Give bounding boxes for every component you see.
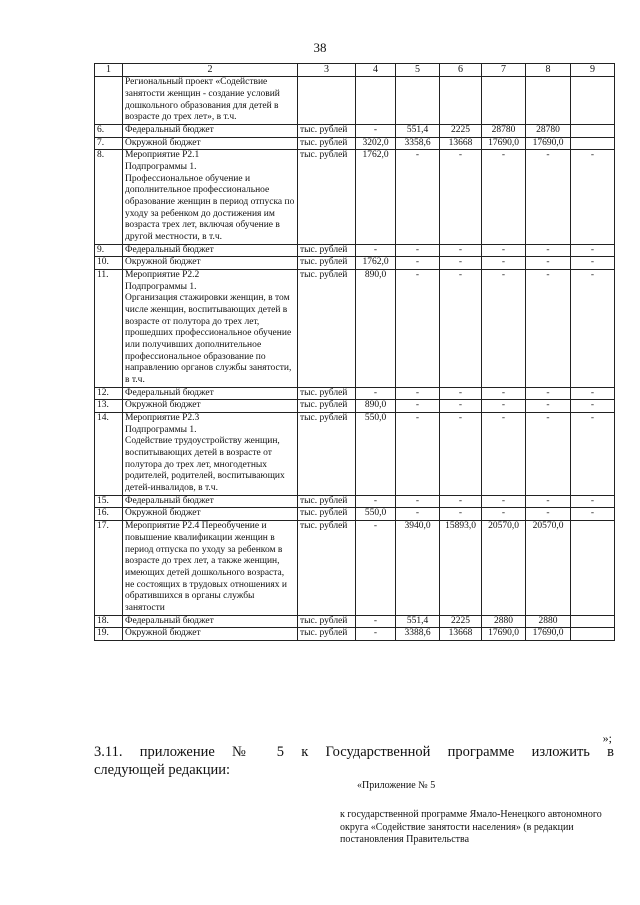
row-value-cell: - (440, 244, 482, 257)
row-value-cell: - (571, 413, 615, 496)
row-unit-cell: тыс. рублей (298, 137, 356, 150)
table-row (95, 257, 615, 270)
row-name-cell: Мероприятие Р2.1 Подпрограммы 1. Профессиональное обучение и дополнительное профессиональное образование женщин в период отпуска по уходу за ребенком до достижения им возраста трех лет, включая обучение в другой местности, в т.ч. (123, 150, 298, 244)
table-row (95, 244, 615, 257)
row-value-cell: 13668 (440, 137, 482, 150)
row-number-cell: 10. (95, 257, 123, 270)
row-name-cell: Окружной бюджет (123, 508, 298, 521)
row-value-cell: - (440, 257, 482, 270)
row-value-cell: - (396, 387, 440, 400)
table-row (95, 413, 615, 496)
table-row (95, 615, 615, 628)
appendix-caption: к государственной программе Ямало-Ненецкого автономного округа «Содействие занятости населения» (в редакции постановления Правительства (340, 809, 602, 845)
row-value-cell: 3358,6 (396, 137, 440, 150)
row-name-cell: Окружной бюджет (123, 257, 298, 270)
table-row (95, 400, 615, 413)
row-number-cell: 9. (95, 244, 123, 257)
column-header: 3 (298, 64, 356, 77)
row-value-cell: 2880 (482, 615, 526, 628)
row-value-cell: - (526, 257, 571, 270)
column-header: 5 (396, 64, 440, 77)
row-value-cell: - (571, 257, 615, 270)
row-number-cell (95, 77, 123, 125)
row-number-cell: 16. (95, 508, 123, 521)
row-value-cell: - (440, 413, 482, 496)
row-value-cell (571, 137, 615, 150)
row-value-cell (526, 77, 571, 125)
row-value-cell (571, 628, 615, 641)
row-value-cell: - (571, 150, 615, 244)
table-row (95, 124, 615, 137)
row-value-cell: - (396, 270, 440, 388)
row-value-cell (440, 77, 482, 125)
row-value-cell: - (571, 400, 615, 413)
row-unit-cell: тыс. рублей (298, 521, 356, 615)
row-value-cell: 17690,0 (526, 137, 571, 150)
row-value-cell: 890,0 (356, 400, 396, 413)
row-value-cell: 20570,0 (482, 521, 526, 615)
row-value-cell: 3202,0 (356, 137, 396, 150)
row-name-cell: Федеральный бюджет (123, 244, 298, 257)
row-unit-cell: тыс. рублей (298, 413, 356, 496)
row-value-cell: - (396, 150, 440, 244)
row-value-cell: - (482, 270, 526, 388)
row-number-cell: 18. (95, 615, 123, 628)
amendment-paragraph-line2: следующей редакции: (94, 762, 231, 778)
row-number-cell: 14. (95, 413, 123, 496)
row-value-cell: - (571, 244, 615, 257)
row-number-cell: 12. (95, 387, 123, 400)
row-name-cell: Федеральный бюджет (123, 387, 298, 400)
row-value-cell: - (440, 270, 482, 388)
row-value-cell: 3388,6 (396, 628, 440, 641)
row-unit-cell: тыс. рублей (298, 387, 356, 400)
row-name-cell: Федеральный бюджет (123, 124, 298, 137)
row-name-cell: Федеральный бюджет (123, 615, 298, 628)
row-value-cell: 2225 (440, 615, 482, 628)
row-value-cell: - (440, 495, 482, 508)
row-number-cell: 6. (95, 124, 123, 137)
row-value-cell: - (396, 257, 440, 270)
row-value-cell: 2880 (526, 615, 571, 628)
row-number-cell: 17. (95, 521, 123, 615)
table-row (95, 628, 615, 641)
row-value-cell: 28780 (482, 124, 526, 137)
row-value-cell: - (482, 495, 526, 508)
row-value-cell: - (356, 521, 396, 615)
row-value-cell: - (526, 270, 571, 388)
row-value-cell: - (356, 615, 396, 628)
row-value-cell: - (482, 400, 526, 413)
row-value-cell (571, 521, 615, 615)
column-header: 7 (482, 64, 526, 77)
table-row (95, 270, 615, 388)
row-value-cell: - (440, 387, 482, 400)
row-value-cell: 551,4 (396, 124, 440, 137)
row-value-cell: - (440, 508, 482, 521)
row-value-cell: - (356, 124, 396, 137)
row-value-cell: - (482, 508, 526, 521)
row-value-cell: 13668 (440, 628, 482, 641)
row-value-cell: - (356, 495, 396, 508)
row-number-cell: 8. (95, 150, 123, 244)
row-value-cell: 890,0 (356, 270, 396, 388)
row-unit-cell: тыс. рублей (298, 150, 356, 244)
row-number-cell: 7. (95, 137, 123, 150)
row-value-cell (571, 124, 615, 137)
row-value-cell: - (526, 495, 571, 508)
row-name-cell: Мероприятие Р2.4 Переобучение и повышение квалификации женщин в период отпуска по уходу за ребенком в возрасте до трех лет, а также женщин, имеющих детей дошкольного возраста, не состоящих в трудовых отношениях и обратившихся в органы службы занятости (123, 521, 298, 615)
row-value-cell: - (526, 244, 571, 257)
row-value-cell: 551,4 (396, 615, 440, 628)
row-value-cell: - (396, 400, 440, 413)
row-unit-cell: тыс. рублей (298, 508, 356, 521)
row-value-cell (356, 77, 396, 125)
row-unit-cell: тыс. рублей (298, 270, 356, 388)
table-end-mark: »; (602, 731, 612, 745)
row-value-cell: - (571, 387, 615, 400)
column-header: 1 (95, 64, 123, 77)
row-value-cell: - (356, 244, 396, 257)
row-value-cell: 550,0 (356, 413, 396, 496)
row-value-cell: - (526, 413, 571, 496)
row-value-cell: 1762,0 (356, 257, 396, 270)
row-name-cell: Окружной бюджет (123, 137, 298, 150)
row-value-cell: - (440, 400, 482, 413)
row-value-cell: 1762,0 (356, 150, 396, 244)
row-value-cell: - (526, 400, 571, 413)
column-header: 9 (571, 64, 615, 77)
row-value-cell: - (526, 387, 571, 400)
row-unit-cell: тыс. рублей (298, 615, 356, 628)
row-unit-cell: тыс. рублей (298, 400, 356, 413)
row-value-cell: 28780 (526, 124, 571, 137)
row-value-cell: - (396, 508, 440, 521)
row-value-cell: - (396, 244, 440, 257)
row-name-cell: Окружной бюджет (123, 400, 298, 413)
row-number-cell: 11. (95, 270, 123, 388)
table-row (95, 137, 615, 150)
row-value-cell: 2225 (440, 124, 482, 137)
row-value-cell: - (396, 495, 440, 508)
row-number-cell: 19. (95, 628, 123, 641)
row-value-cell: - (526, 508, 571, 521)
page-number: 38 (313, 40, 327, 55)
row-value-cell: 550,0 (356, 508, 396, 521)
column-header: 8 (526, 64, 571, 77)
column-header: 4 (356, 64, 396, 77)
row-value-cell: 17690,0 (526, 628, 571, 641)
row-value-cell: 20570,0 (526, 521, 571, 615)
row-value-cell: - (571, 270, 615, 388)
row-name-cell: Федеральный бюджет (123, 495, 298, 508)
row-unit-cell: тыс. рублей (298, 628, 356, 641)
table-row (95, 77, 615, 125)
row-value-cell: 17690,0 (482, 628, 526, 641)
row-value-cell: 17690,0 (482, 137, 526, 150)
table-row (95, 521, 615, 615)
row-unit-cell: тыс. рублей (298, 495, 356, 508)
table-row (95, 508, 615, 521)
row-name-cell: Мероприятие Р2.3 Подпрограммы 1. Содействие трудоустройству женщин, воспитывающих детей в возрасте от полутора до трех лет, многодетных родителей, родителей, воспитывающих детей-инвалидов, в т.ч. (123, 413, 298, 496)
row-unit-cell: тыс. рублей (298, 257, 356, 270)
appendix-title: «Приложение № 5 (357, 780, 436, 791)
row-value-cell: 15893,0 (440, 521, 482, 615)
row-value-cell (396, 77, 440, 125)
row-unit-cell (298, 77, 356, 125)
column-header: 2 (123, 64, 298, 77)
amendment-paragraph-line1: 3.11. приложение № 5 к Государственной программе изложить в (94, 744, 614, 760)
row-value-cell (571, 615, 615, 628)
row-number-cell: 13. (95, 400, 123, 413)
table-row (95, 387, 615, 400)
row-number-cell: 15. (95, 495, 123, 508)
row-value-cell: - (526, 150, 571, 244)
table-row (95, 495, 615, 508)
row-value-cell: - (440, 150, 482, 244)
row-name-cell: Окружной бюджет (123, 628, 298, 641)
row-unit-cell: тыс. рублей (298, 244, 356, 257)
row-value-cell: - (571, 508, 615, 521)
row-value-cell (482, 77, 526, 125)
row-value-cell: - (571, 495, 615, 508)
row-name-cell: Мероприятие Р2.2 Подпрограммы 1. Организация стажировки женщин, в том числе женщин, воспитывающих детей в возрасте от полутора до трех лет, прошедших профессиональное обучение или получивших дополнительное профессиональное образование по направлению органов службы занятости, в т.ч. (123, 270, 298, 388)
row-name-cell: Региональный проект «Содействие занятости женщин - создание условий дошкольного образования для детей в возрасте до трех лет», в т.ч. (123, 77, 298, 125)
row-value-cell: - (356, 387, 396, 400)
row-value-cell: - (482, 387, 526, 400)
column-header: 6 (440, 64, 482, 77)
row-value-cell: - (482, 413, 526, 496)
row-value-cell: 3940,0 (396, 521, 440, 615)
row-unit-cell: тыс. рублей (298, 124, 356, 137)
row-value-cell: - (482, 244, 526, 257)
row-value-cell: - (482, 257, 526, 270)
table-row (95, 150, 615, 244)
row-value-cell: - (396, 413, 440, 496)
program-funding-table (94, 63, 615, 641)
row-value-cell: - (356, 628, 396, 641)
table-header-row (95, 64, 615, 77)
row-value-cell: - (482, 150, 526, 244)
row-value-cell (571, 77, 615, 125)
